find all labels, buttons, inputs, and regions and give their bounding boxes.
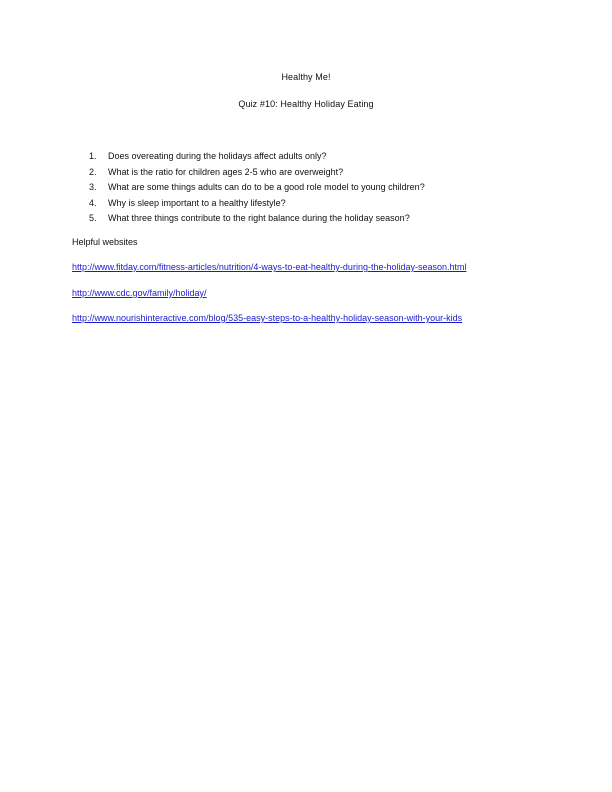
helpful-websites-label: Helpful websites: [72, 237, 138, 247]
question-text: Why is sleep important to a healthy lifestyle?: [108, 197, 286, 208]
question-number: 5.: [89, 213, 97, 223]
question-number: 2.: [89, 166, 97, 177]
question-number: 4.: [89, 197, 97, 208]
question-text: What are some things adults can do to be a good role model to young children?: [108, 182, 425, 192]
question-number: 3.: [89, 182, 97, 192]
link-cdc[interactable]: http://www.cdc.gov/family/holiday/: [72, 288, 207, 298]
question-number: 1.: [89, 151, 97, 161]
question-text: What three things contribute to the right balance during the holiday season?: [108, 213, 410, 223]
question-text: Does overeating during the holidays affect adults only?: [108, 151, 327, 161]
page-title: Healthy Me!: [281, 72, 331, 82]
quiz-subtitle: Quiz #10: Healthy Holiday Eating: [238, 99, 374, 109]
link-fitday[interactable]: http://www.fitday.com/fitness-articles/nutrition/4-ways-to-eat-healthy-during-the-holiday-season.html: [72, 262, 467, 272]
question-text: What is the ratio for children ages 2-5 who are overweight?: [108, 166, 344, 177]
link-nourishinteractive[interactable]: http://www.nourishinteractive.com/blog/535-easy-steps-to-a-healthy-holiday-season-with-your-kids: [72, 313, 463, 323]
